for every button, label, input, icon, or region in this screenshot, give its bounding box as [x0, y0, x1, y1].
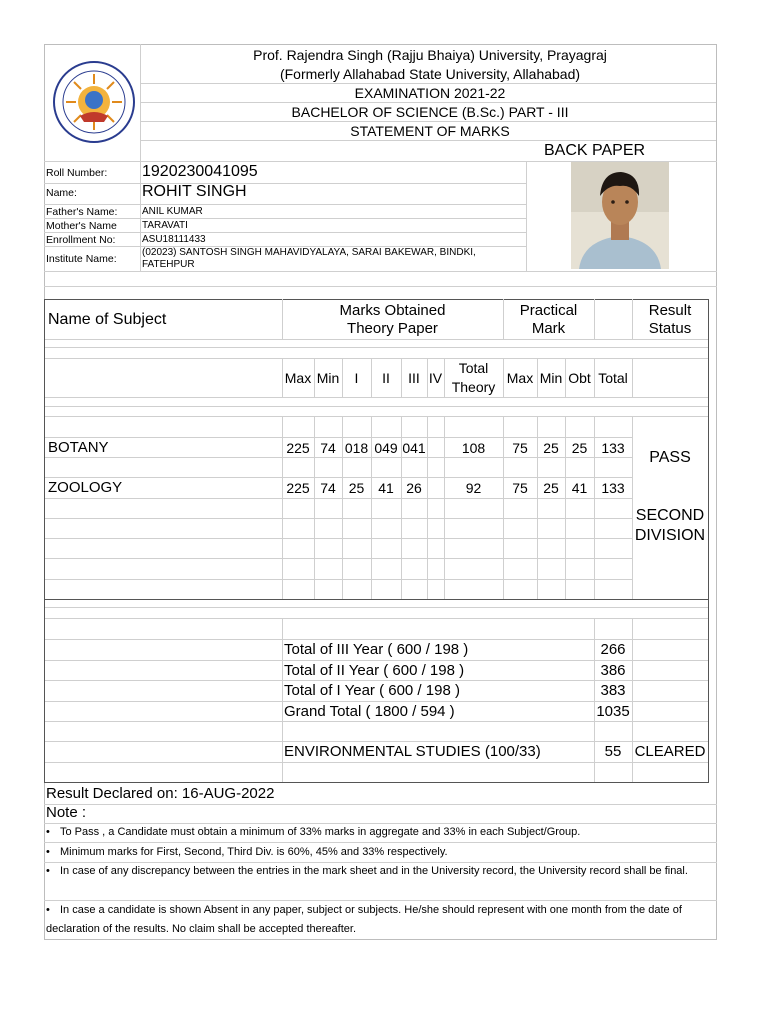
total-label: Total of III Year ( 600 / 198 ) — [284, 641, 469, 658]
col-prac-max: Max — [506, 370, 534, 386]
col-prac-obt: Obt — [568, 370, 591, 386]
cell-paper-i: 018 — [344, 440, 369, 456]
enrollment-label: Enrollment No: — [46, 234, 116, 246]
father-name-value: ANIL KUMAR — [142, 206, 203, 217]
cell-total-theory: 108 — [461, 440, 486, 456]
col-paper-ii: II — [382, 370, 390, 386]
total-value: 383 — [600, 682, 626, 699]
exam-title: EXAMINATION 2021-22 — [354, 85, 506, 101]
student-photo — [571, 162, 669, 269]
cell-max: 225 — [286, 440, 310, 456]
total-value: 266 — [600, 641, 626, 658]
col-prac-min: Min — [539, 370, 563, 386]
cell-paper-iii: 26 — [406, 480, 422, 496]
marks-header-line1: Marks Obtained — [339, 302, 446, 319]
bullet-icon: • — [46, 865, 50, 877]
mother-name-label: Mother's Name — [46, 220, 117, 232]
cell-prac-min: 25 — [543, 440, 559, 456]
result-declared: Result Declared on: 16-AUG-2022 — [46, 785, 275, 802]
cell-total: 133 — [601, 480, 625, 496]
subject-header: Name of Subject — [48, 311, 167, 328]
col-paper-iv: IV — [428, 370, 443, 386]
env-studies-label: ENVIRONMENTAL STUDIES (100/33) — [284, 743, 541, 760]
cell-prac-min: 25 — [543, 480, 559, 496]
roll-number-value: 1920230041095 — [142, 163, 258, 180]
note-item: • In case of any discrepancy between the entries in the mark sheet and in the University record, the University record shall be final. — [46, 862, 710, 881]
total-label: Grand Total ( 1800 / 594 ) — [284, 703, 455, 720]
name-value: ROHIT SINGH — [142, 183, 247, 200]
cell-paper-ii: 049 — [374, 440, 398, 456]
document-title: STATEMENT OF MARKS — [350, 123, 510, 139]
total-label: Total of I Year ( 600 / 198 ) — [284, 682, 460, 699]
col-total-theory-line2: Theory — [451, 379, 496, 395]
division-line2: DIVISION — [634, 527, 706, 544]
cell-max: 225 — [286, 480, 310, 496]
cell-prac-obt: 41 — [571, 480, 588, 496]
institute-label: Institute Name: — [46, 253, 117, 265]
enrollment-value: ASU18111433 — [142, 234, 206, 245]
env-studies-value: 55 — [604, 743, 622, 760]
note-title: Note : — [46, 804, 87, 821]
mother-name-value: TARAVATI — [142, 220, 188, 231]
note-item: • In case a candidate is shown Absent in any paper, subject or subjects. He/she should represent with one month from the date of declaration of the results. No claim shall be accepted thereafter. — [46, 901, 710, 939]
cell-paper-i: 25 — [348, 480, 365, 496]
name-label: Name: — [46, 187, 77, 199]
total-value: 386 — [600, 662, 626, 679]
practical-header-line2: Mark — [531, 320, 566, 337]
course-title: BACHELOR OF SCIENCE (B.Sc.) PART - III — [291, 104, 569, 120]
cell-total-theory: 92 — [465, 480, 482, 496]
result-status: PASS — [649, 449, 691, 466]
col-grand-total: Total — [598, 370, 628, 386]
university-logo-icon — [52, 60, 136, 144]
university-name: Prof. Rajendra Singh (Rajju Bhaiya) University, Prayagraj — [253, 47, 607, 63]
col-max: Max — [284, 370, 312, 386]
result-header-line1: Result — [648, 302, 692, 319]
result-header-line2: Status — [648, 320, 692, 337]
university-formerly: (Formerly Allahabad State University, Allahabad) — [279, 66, 581, 82]
cell-prac-obt: 25 — [571, 440, 588, 456]
total-label: Total of II Year ( 600 / 198 ) — [284, 662, 465, 679]
cell-prac-max: 75 — [512, 440, 528, 456]
institute-value-line1: (02023) SANTOSH SINGH MAHAVIDYALAYA, SARAI BAKEWAR, BINDKI, — [142, 247, 476, 258]
cell-paper-ii: 41 — [378, 480, 394, 496]
cell-paper-iii: 041 — [402, 440, 426, 456]
practical-header-line1: Practical — [519, 302, 578, 319]
back-paper-label: BACK PAPER — [544, 142, 646, 159]
col-total-theory-line1: Total — [458, 360, 489, 376]
father-name-label: Father's Name: — [46, 206, 118, 218]
institute-value-line2: FATEHPUR — [142, 259, 195, 270]
col-paper-iii: III — [408, 370, 420, 386]
roll-number-label: Roll Number: — [46, 167, 108, 179]
marks-header-line2: Theory Paper — [347, 320, 438, 337]
subject-name: ZOOLOGY — [48, 479, 123, 496]
bullet-icon: • — [46, 904, 50, 916]
env-studies-status: CLEARED — [634, 743, 706, 760]
cell-total: 133 — [601, 440, 625, 456]
subject-name: BOTANY — [48, 439, 109, 456]
col-paper-i: I — [354, 370, 359, 386]
note-item: • Minimum marks for First, Second, Third Div. is 60%, 45% and 33% respectively. — [46, 843, 710, 862]
col-min: Min — [316, 370, 340, 386]
note-item: • To Pass , a Candidate must obtain a minimum of 33% marks in aggregate and 33% in each Subject/Group. — [46, 823, 710, 842]
cell-min: 74 — [320, 480, 336, 496]
total-value: 1035 — [596, 703, 630, 720]
cell-prac-max: 75 — [512, 480, 528, 496]
cell-min: 74 — [320, 440, 336, 456]
bullet-icon: • — [46, 826, 50, 838]
division-line1: SECOND — [635, 507, 705, 524]
bullet-icon: • — [46, 846, 50, 858]
